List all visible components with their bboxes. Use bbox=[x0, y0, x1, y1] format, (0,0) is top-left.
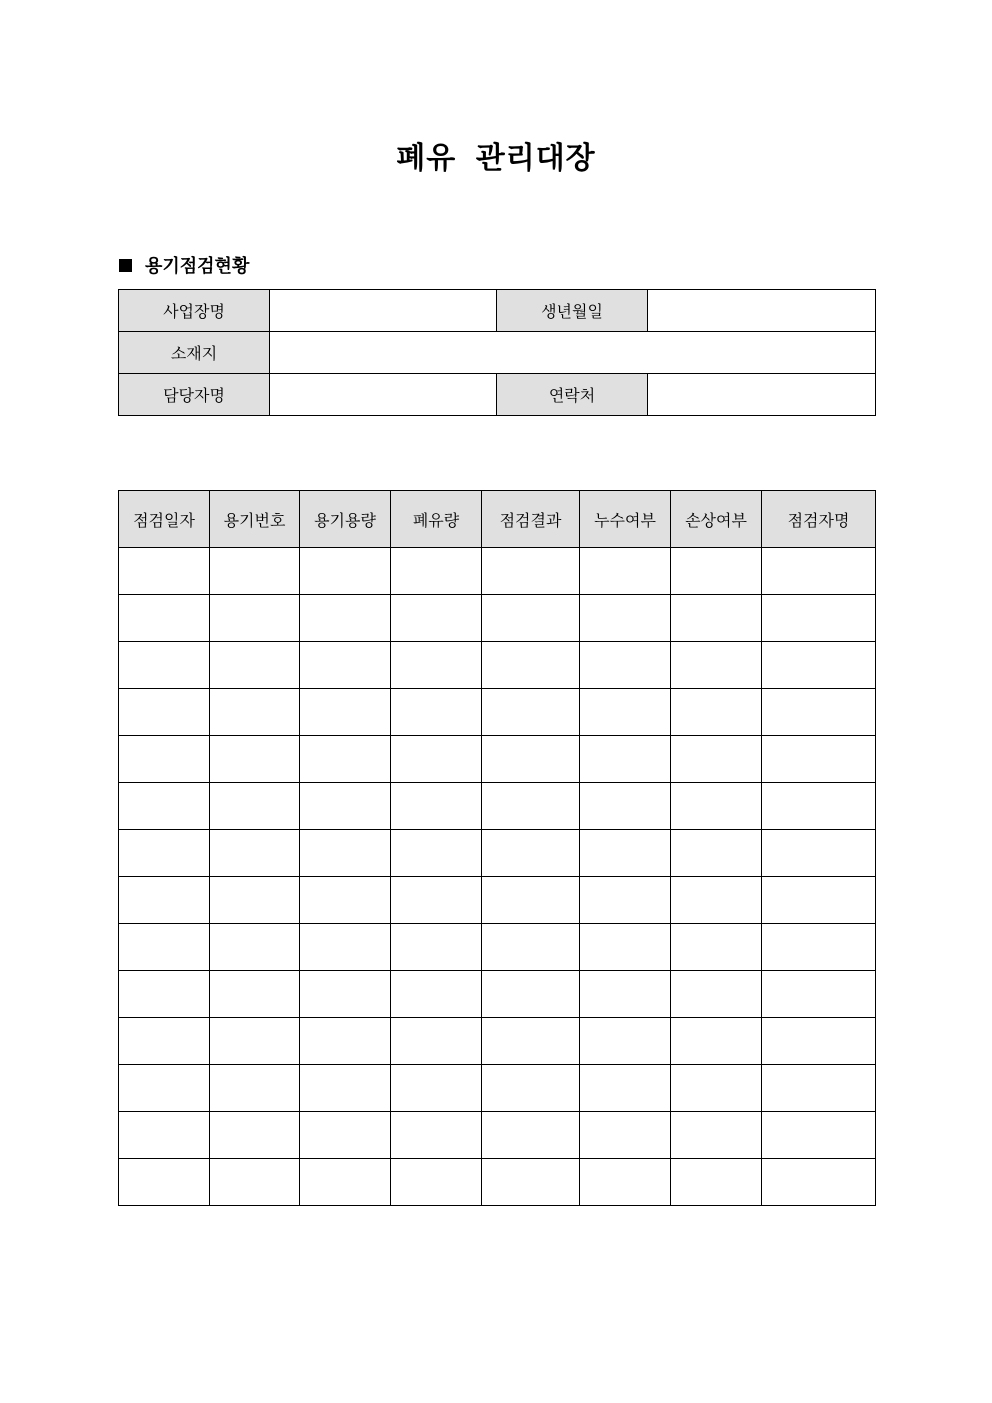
table-cell[interactable] bbox=[482, 971, 580, 1018]
table-cell[interactable] bbox=[391, 783, 482, 830]
table-cell[interactable] bbox=[391, 924, 482, 971]
table-row bbox=[119, 1018, 876, 1065]
table-cell[interactable] bbox=[762, 971, 876, 1018]
table-cell[interactable] bbox=[300, 595, 391, 642]
table-cell[interactable] bbox=[671, 971, 762, 1018]
table-cell[interactable] bbox=[391, 595, 482, 642]
table-row bbox=[119, 736, 876, 783]
table-cell[interactable] bbox=[119, 783, 210, 830]
table-cell[interactable] bbox=[210, 689, 300, 736]
table-cell[interactable] bbox=[119, 1159, 210, 1206]
table-cell[interactable] bbox=[762, 877, 876, 924]
table-row bbox=[119, 783, 876, 830]
table-cell[interactable] bbox=[482, 1065, 580, 1112]
business-info-table bbox=[118, 289, 876, 416]
table-cell[interactable] bbox=[391, 877, 482, 924]
table-cell[interactable] bbox=[762, 1159, 876, 1206]
table-cell[interactable] bbox=[391, 971, 482, 1018]
column-header: 용기용량 bbox=[300, 491, 391, 548]
table-cell[interactable] bbox=[119, 736, 210, 783]
table-cell[interactable] bbox=[762, 595, 876, 642]
table-cell[interactable] bbox=[580, 877, 671, 924]
table-cell[interactable] bbox=[391, 736, 482, 783]
table-cell[interactable] bbox=[300, 1018, 391, 1065]
table-cell[interactable] bbox=[671, 1112, 762, 1159]
address-label: 소재지 bbox=[119, 332, 270, 374]
table-row bbox=[119, 830, 876, 877]
info-row bbox=[119, 374, 876, 416]
table-cell[interactable] bbox=[580, 548, 671, 595]
table-cell[interactable] bbox=[119, 548, 210, 595]
table-cell[interactable] bbox=[482, 877, 580, 924]
table-cell[interactable] bbox=[482, 1159, 580, 1206]
table-row bbox=[119, 1065, 876, 1112]
column-header: 점검일자 bbox=[119, 491, 210, 548]
table-cell[interactable] bbox=[210, 971, 300, 1018]
table-cell[interactable] bbox=[210, 924, 300, 971]
table-cell[interactable] bbox=[391, 1159, 482, 1206]
table-cell[interactable] bbox=[119, 1112, 210, 1159]
table-row bbox=[119, 1112, 876, 1159]
table-cell[interactable] bbox=[391, 830, 482, 877]
table-cell[interactable] bbox=[391, 1112, 482, 1159]
table-cell[interactable] bbox=[580, 642, 671, 689]
table-cell[interactable] bbox=[210, 830, 300, 877]
info-row bbox=[119, 290, 876, 332]
table-cell[interactable] bbox=[671, 642, 762, 689]
birth-date-label: 생년월일 bbox=[497, 290, 648, 332]
table-cell[interactable] bbox=[119, 830, 210, 877]
table-cell[interactable] bbox=[482, 548, 580, 595]
table-cell[interactable] bbox=[482, 689, 580, 736]
table-cell[interactable] bbox=[580, 736, 671, 783]
info-row bbox=[119, 332, 876, 374]
table-cell[interactable] bbox=[671, 1065, 762, 1112]
table-cell[interactable] bbox=[119, 595, 210, 642]
table-cell[interactable] bbox=[300, 736, 391, 783]
table-row bbox=[119, 924, 876, 971]
table-cell[interactable] bbox=[671, 595, 762, 642]
table-cell[interactable] bbox=[391, 548, 482, 595]
column-header: 누수여부 bbox=[580, 491, 671, 548]
table-cell[interactable] bbox=[671, 548, 762, 595]
table-cell[interactable] bbox=[119, 1065, 210, 1112]
section-heading bbox=[119, 252, 249, 278]
table-cell[interactable] bbox=[671, 736, 762, 783]
table-cell[interactable] bbox=[580, 1018, 671, 1065]
table-cell[interactable] bbox=[210, 877, 300, 924]
section-title: 용기점검현황 bbox=[145, 256, 250, 277]
table-cell[interactable] bbox=[391, 1018, 482, 1065]
table-cell[interactable] bbox=[671, 783, 762, 830]
table-cell[interactable] bbox=[671, 924, 762, 971]
table-cell[interactable] bbox=[300, 548, 391, 595]
contact-field[interactable] bbox=[648, 374, 876, 416]
table-cell[interactable] bbox=[482, 924, 580, 971]
table-cell[interactable] bbox=[762, 783, 876, 830]
table-cell[interactable] bbox=[671, 1159, 762, 1206]
table-cell[interactable] bbox=[391, 642, 482, 689]
document-title: 폐유 관리대장 bbox=[396, 141, 596, 176]
table-cell[interactable] bbox=[300, 1112, 391, 1159]
table-cell[interactable] bbox=[762, 689, 876, 736]
table-cell[interactable] bbox=[762, 1018, 876, 1065]
table-cell[interactable] bbox=[762, 1112, 876, 1159]
table-cell[interactable] bbox=[482, 736, 580, 783]
column-header: 손상여부 bbox=[671, 491, 762, 548]
table-cell[interactable] bbox=[580, 783, 671, 830]
table-cell[interactable] bbox=[210, 548, 300, 595]
table-cell[interactable] bbox=[762, 1065, 876, 1112]
birth-date-field[interactable] bbox=[648, 290, 876, 332]
table-cell[interactable] bbox=[482, 1018, 580, 1065]
table-cell[interactable] bbox=[580, 595, 671, 642]
table-cell[interactable] bbox=[119, 642, 210, 689]
table-cell[interactable] bbox=[762, 830, 876, 877]
column-header: 폐유량 bbox=[391, 491, 482, 548]
table-cell[interactable] bbox=[300, 689, 391, 736]
table-cell[interactable] bbox=[391, 689, 482, 736]
table-cell[interactable] bbox=[119, 689, 210, 736]
table-cell[interactable] bbox=[580, 1112, 671, 1159]
table-row bbox=[119, 595, 876, 642]
column-header: 용기번호 bbox=[210, 491, 300, 548]
table-cell[interactable] bbox=[671, 830, 762, 877]
table-cell[interactable] bbox=[580, 924, 671, 971]
table-cell[interactable] bbox=[300, 1159, 391, 1206]
table-cell[interactable] bbox=[482, 595, 580, 642]
business-name-label: 사업장명 bbox=[119, 290, 270, 332]
address-field[interactable] bbox=[270, 332, 876, 374]
table-cell[interactable] bbox=[762, 548, 876, 595]
business-name-field[interactable] bbox=[270, 290, 497, 332]
square-bullet-icon bbox=[119, 259, 132, 272]
table-cell[interactable] bbox=[210, 736, 300, 783]
table-cell[interactable] bbox=[762, 736, 876, 783]
table-cell[interactable] bbox=[482, 783, 580, 830]
table-cell[interactable] bbox=[300, 924, 391, 971]
table-cell[interactable] bbox=[300, 877, 391, 924]
table-cell[interactable] bbox=[671, 689, 762, 736]
table-row bbox=[119, 642, 876, 689]
table-cell[interactable] bbox=[300, 1065, 391, 1112]
table-cell[interactable] bbox=[391, 1065, 482, 1112]
table-cell[interactable] bbox=[300, 971, 391, 1018]
table-cell[interactable] bbox=[762, 642, 876, 689]
table-row bbox=[119, 971, 876, 1018]
table-cell[interactable] bbox=[580, 689, 671, 736]
container-inspection-table bbox=[118, 490, 876, 1206]
table-cell[interactable] bbox=[210, 1159, 300, 1206]
table-cell[interactable] bbox=[300, 830, 391, 877]
table-cell[interactable] bbox=[210, 642, 300, 689]
manager-field[interactable] bbox=[270, 374, 497, 416]
table-row bbox=[119, 1159, 876, 1206]
table-cell[interactable] bbox=[210, 1065, 300, 1112]
manager-label: 담당자명 bbox=[119, 374, 270, 416]
table-header-row bbox=[119, 491, 876, 548]
table-cell[interactable] bbox=[210, 1112, 300, 1159]
table-cell[interactable] bbox=[580, 971, 671, 1018]
table-cell[interactable] bbox=[300, 642, 391, 689]
table-cell[interactable] bbox=[580, 830, 671, 877]
table-cell[interactable] bbox=[580, 1159, 671, 1206]
contact-label: 연락처 bbox=[497, 374, 648, 416]
table-cell[interactable] bbox=[482, 1112, 580, 1159]
table-row bbox=[119, 548, 876, 595]
table-cell[interactable] bbox=[119, 1018, 210, 1065]
table-row bbox=[119, 689, 876, 736]
table-cell[interactable] bbox=[210, 1018, 300, 1065]
table-cell[interactable] bbox=[119, 877, 210, 924]
column-header: 점검자명 bbox=[762, 491, 876, 548]
table-cell[interactable] bbox=[482, 830, 580, 877]
column-header: 점검결과 bbox=[482, 491, 580, 548]
table-row bbox=[119, 877, 876, 924]
table-cell[interactable] bbox=[119, 971, 210, 1018]
table-cell[interactable] bbox=[671, 877, 762, 924]
table-cell[interactable] bbox=[580, 1065, 671, 1112]
table-cell[interactable] bbox=[300, 783, 391, 830]
table-cell[interactable] bbox=[119, 924, 210, 971]
table-cell[interactable] bbox=[482, 642, 580, 689]
table-cell[interactable] bbox=[210, 783, 300, 830]
table-cell[interactable] bbox=[671, 1018, 762, 1065]
table-cell[interactable] bbox=[762, 924, 876, 971]
table-cell[interactable] bbox=[210, 595, 300, 642]
